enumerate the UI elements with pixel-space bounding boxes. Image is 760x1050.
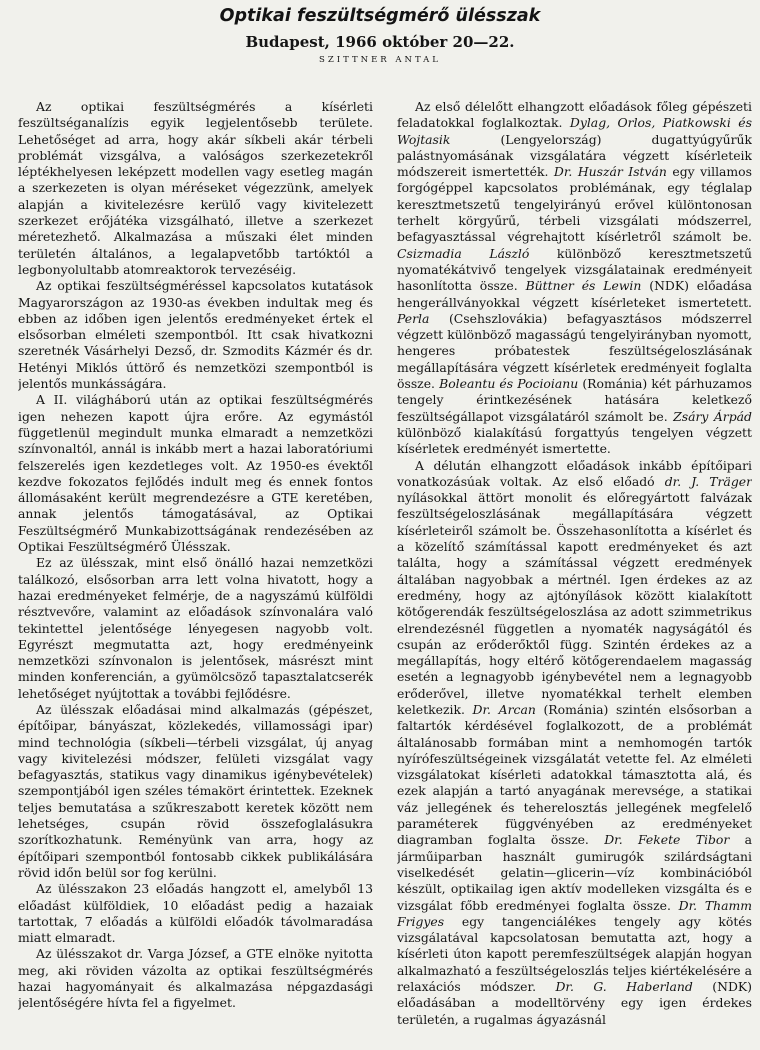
text-run: (Lengyelország) dugattyúgyűrűk palástnyomásának vizsgálatára végzett kísérleteik módszereit ismertették. [397,131,752,180]
author-name: Dr. Thamm Frigyes [397,897,752,929]
article-subtitle: Budapest, 1966 október 20—22. [245,33,515,51]
author-name: Csizmadia László [397,245,530,261]
author-name: Dr. G. Haberland [555,979,693,995]
author-name: Perla [397,310,430,326]
paragraph [397,99,752,458]
text-run: különböző keresztmetszetű nyomatékátvivő tengelyek vizsgálatainak eredményeit hasonlította össze. [397,245,752,294]
text-run: (NDK) előadása hengerállványokkal végzett kísérleteket ismertetett. [397,278,752,310]
author-name: Dr. Huszár István [553,164,667,180]
paragraph [397,458,752,1028]
author-name: Dylag, Orlos, Piatkowski és Wojtasik [397,115,752,147]
author-name: Dr. Fekete Tibor [604,832,730,848]
text-run: a járműiparban használt gumirugók szilárdságtani viselkedését gelatin—glicerin—víz kombinációból készült, optikailag igen aktív modelleken vizsgálta és e vizsgálat főbb eredményei foglalta össze. [397,832,752,913]
text-run: (Románia) szintén elsősorban a faltartók kérdésével foglalkozott, de a problémát általánosabb formában mint a nemhomogén tartók nyírófeszültségeinek vizsgálatát vetette fel. Az elméleti vizsgálatokat kísérleti adatokkal támasztotta alá, és ezek alapján a tartó anyagának merevsége, a statikai váz jellegének és teherelosztás jellegének megfelelő paraméterek függvényében az eredményeket diagramban foglalta össze. [397,701,752,848]
author-name: Büttner és Lewin [525,278,642,294]
paragraph: Az optikai feszültségmérés a kísérleti feszültséganalízis egyik legjelentősebb területe. Lehetőséget ad arra, hogy akár síkbeli akár térbeli problémát vizsgálva, a valóságos szerkezetekről léptékhelyesen leképzett modellen vagy esetleg magán a szerkezeten is olyan méréseket végezzünk, amelyek alapján a kivitelezésre kerülő vagy kivitelezett szerkezet erőjátéka vizsgálható, illetve a szerkezet méretezhető. Alkalmazása a műszaki élet minden területén általános, a legalapvetőbb tartóktól a legbonyolultabb atomreaktorok tervezéséig. [18,99,373,277]
text-run: egy tangenciálékes tengely agy kötés vizsgálatával kapcsolatosan bemutatta azt, hogy a kísérleti úton kapott peremfeszültségek alapján hogyan alkalmazható a feszültségeloszlás teljes kiértékelésére a relaxációs módszer. [397,913,752,995]
paragraph: Az ülésszakon 23 előadás hangzott el, amelyből 13 előadást külföldiek, 10 előadást pedig a hazaiak tartottak, 7 előadás a külföldi előadók távolmaradása miatt elmaradt. [18,881,373,946]
text-run: (NDK) előadásában a modelltörvény egy igen érdekes területén, a rugalmas ágyazásnál [397,979,752,1027]
text-run: A délután elhangzott előadások inkább építőipari vonatkozásúak voltak. Az első előadó [397,457,752,489]
paragraph: Ez az ülésszak, mint első önálló hazai nemzetközi találkozó, elsősorban arra lett volna hivatott, hogy a hazai eredményeket felmérje, de a nagyszámú külföldi résztvevőre, valamint az előadások színvonalára való tekintettel jelentősége lényegesen nagyobb volt. Egyrészt megmutatta azt, hogy eredményeink nemzetközi színvonalon is jelentősek, másrészt mint minden konferencián, a gyümölcsöző tapasztalatcserék lehetőséget nyújtottak a további fejlődésre. [18,555,373,701]
author-name: Zsáry Árpád [673,408,752,424]
text-run: (Románia) két párhuzamos tengely érintkezésének hatására keletkező feszültségállapot vizsgálatáról számolt be. [397,376,752,424]
author-name: Boleantu és Pocioianu [439,376,579,392]
right-column [397,99,752,1046]
left-column [18,99,373,1046]
author-name: dr. J. Träger [664,473,752,489]
text-run: nyílásokkal ättört monolit és előregyártott falvázak feszültségeloszlásának megállapítására végzett kísérleteiről számolt be. Összehasonlította a kísérlet és a közelítő számítással kapott eredményeket és azt találta, hogy a számítással végzett eredmények általában nagyobbak a mértnél. Igen érdekes az az eredmény, hogy az ajtónyílások között kialakított kötőgerendák feszültségeloszlása az adott szimmetrikus elrendezésnél független a nyomaték nagyságától és csupán az erőderőktől függ. Szintén érdekes az a megállapítás, hogy eltérő kötőgerendaelem magasság esetén a legnagyobb igénybevétel nem a legnagyobb erőderővel, illetve nyomatékkal terhelt elemben keletkezik. [397,490,752,717]
text-run: egy villamos forgógéppel kapcsolatos problémának, egy téglalap keresztmetszetű tengelyirányú erővel különtonosan terhelt körgyűrű, térbeli vizsgálati módszerrel, befagyasztással végrehajtott kísérletről számolt be. [397,164,752,245]
paragraph: Az ülésszakot dr. Varga József, a GTE elnöke nyitotta meg, aki röviden vázolta az optikai feszültségmérés hazai hagyományait és alkalmazása népgazdasági jelentőségére hívta fel a figyelmet. [18,946,373,1011]
paragraph: Az optikai feszültségméréssel kapcsolatos kutatások Magyarországon az 1930-as években indultak meg és ebben az időben igen jelentős eredményeket értek el elsősorban elméleti szempontból. Itt csak hivatkozni szeretnék Vásárhelyi Dezső, dr. Szmodits Kázmér és dr. Hetényi Miklós úttörő és nemzetközi szempontból is jelentős munkásságára. [18,278,373,392]
article-author: SZITTNER ANTAL [319,55,441,65]
article-title: Optikai feszültségmérő ülésszak [219,6,541,26]
text-run: Az első délelőtt elhangzott előadások főleg gépészeti feladatokkal foglalkoztak. [397,99,752,131]
text-run: különböző kialakítású forgattyús tengelyen végzett kísérletek eredményét ismertette. [397,424,752,457]
paragraph: A II. világháború után az optikai feszültségmérés igen nehezen kapott újra erőre. Az egymástól függetlenül megindult munka elmaradt a nemzetközi színvonaltól, annál is inkább mert a hazai laboratóriumi felszerelés igen kezdetleges volt. Az 1950-es évektől kezdve fokozatos fejlődés indult meg és ennek fontos állomásaként került megrendezésre a GTE keretében, annak jelentős támogatásával, az Optikai Feszültségmérő Munkabizottságának rendezésében az Optikai Feszültségmérő Ülésszak. [18,392,373,555]
paragraph: Az ülésszak előadásai mind alkalmazás (gépészet, építőipar, bányászat, közlekedés, villamossági ipar) mind technológia (síkbeli—térbeli vizsgálat, új anyag vagy kivitelezési módszer, felületi vizsgálat vagy befagyasztás, statikus vagy dinamikus igénybevételek) szempontjából igen széles témakört érintettek. Ezeknek teljes bemutatása a szűkreszabott keretek között nem lehetséges, csupán rövid összefoglalásukra szorítkozhatunk. Reményünk van arra, hogy az építőipari szempontból fontosabb cikkek publikálására rövid időn belül sor fog kerülni. [18,701,373,880]
author-name: Dr. Arcan [472,701,536,717]
text-run: (Csehszlovákia) befagyasztásos módszerrel végzett különböző magasságú tengelyirányban nyomott, hengeres próbatestek feszültségeloszlásának megállapítására végzett kísérletek eredményeit foglalta össze. [397,310,752,392]
